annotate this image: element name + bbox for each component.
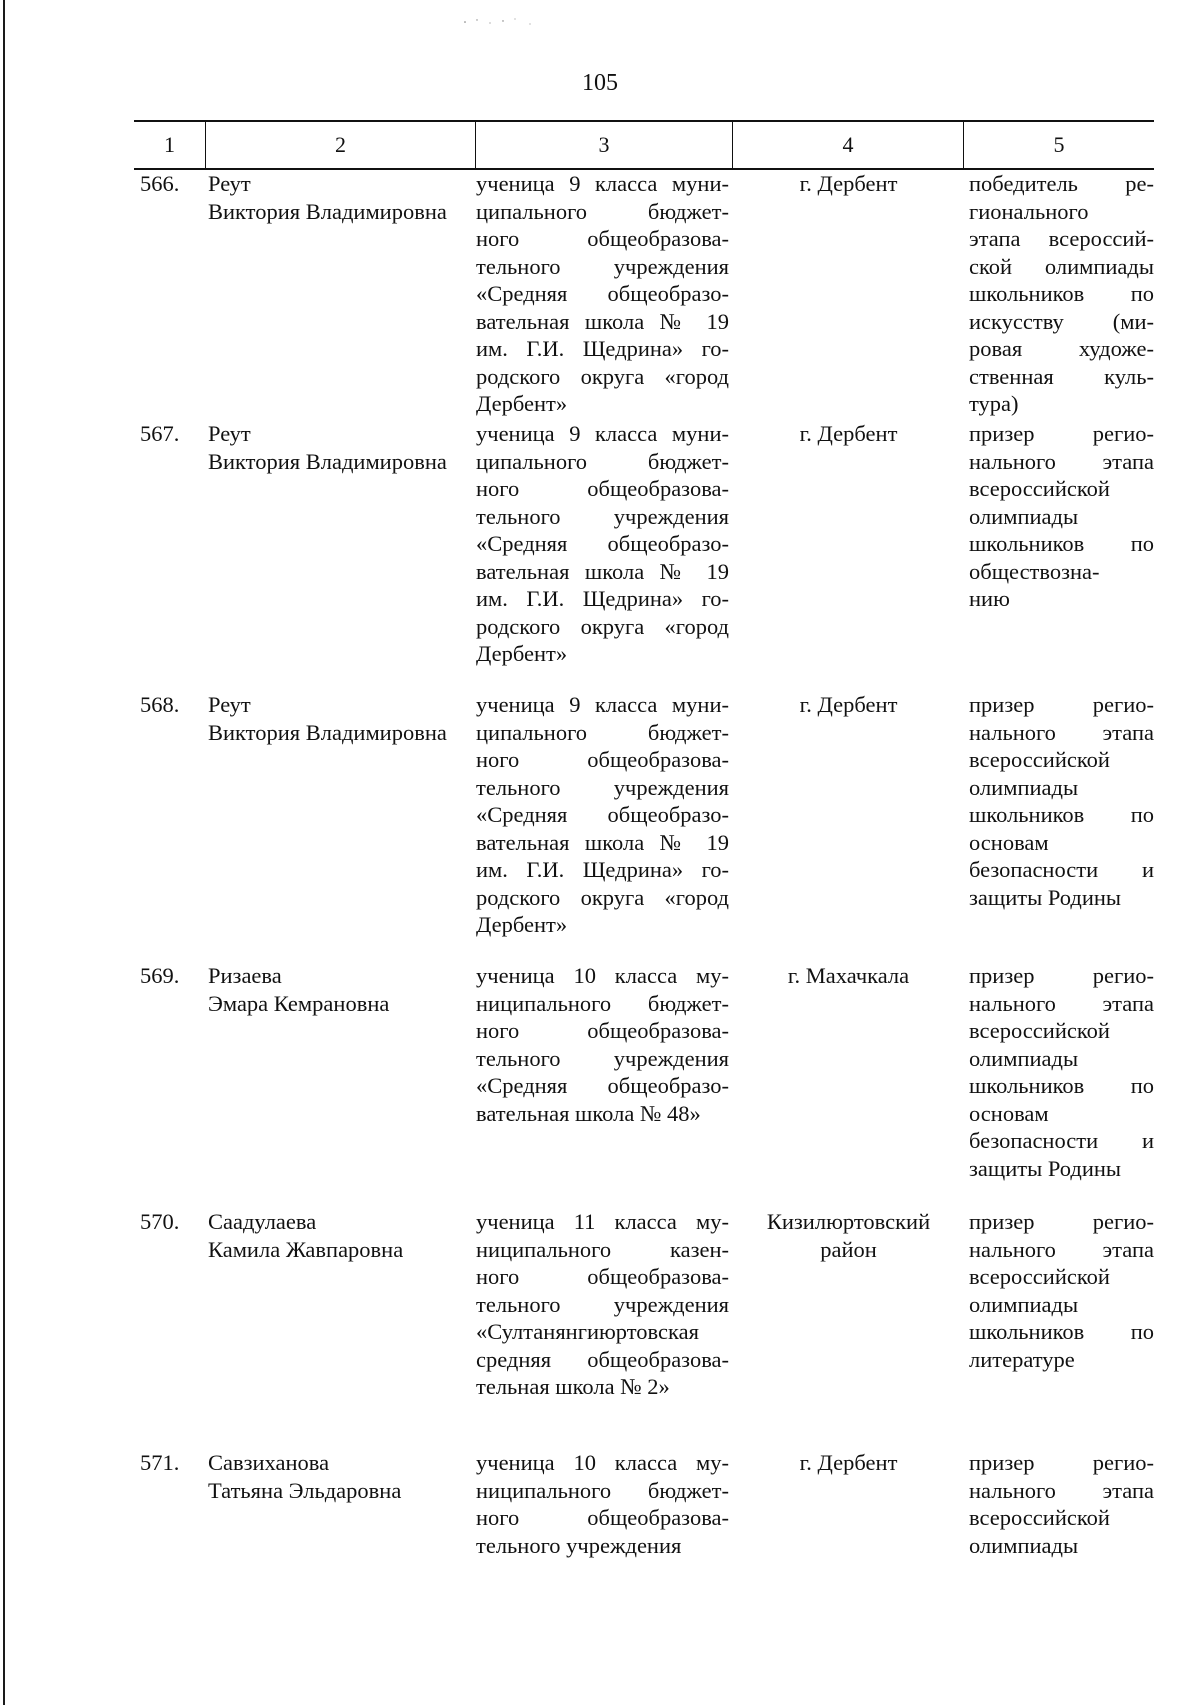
- location-line: район: [820, 1236, 877, 1262]
- award-description-line: победитель ре-: [969, 171, 1154, 196]
- institution-line: ученица 10 класса му-: [476, 1450, 729, 1475]
- location-line: г. Дербент: [799, 692, 898, 717]
- institution-line: родского округа «город: [476, 884, 729, 910]
- institution-cell: [476, 1208, 733, 1401]
- student-name-line: Ризаева: [208, 963, 282, 988]
- table-row: [134, 1449, 1154, 1559]
- award-description-line: школьников по: [969, 531, 1154, 556]
- award-description-line: литературе: [969, 1346, 1075, 1372]
- institution-line: ципального бюджет-: [476, 448, 729, 474]
- award-description-cell: [964, 1208, 1154, 1401]
- award-description-line: тура): [969, 391, 1019, 416]
- institution-line: Дербент»: [476, 912, 568, 937]
- award-description-line: гионального: [969, 198, 1089, 224]
- student-name-line: Виктория Владимировна: [208, 719, 447, 745]
- location-line: г. Махачкала: [787, 963, 910, 988]
- row-number-cell: [134, 1208, 206, 1401]
- institution-line: ученица 9 класса муни-: [476, 171, 729, 196]
- institution-line: «Средняя общеобразо-: [476, 1073, 729, 1098]
- institution-cell: [476, 691, 733, 939]
- institution-line: родского округа «город: [476, 363, 729, 389]
- institution-cell: [476, 170, 733, 418]
- institution-line: тельного учреждения: [476, 503, 729, 529]
- student-name-line: Реут: [208, 692, 251, 717]
- student-name-cell: [206, 420, 476, 668]
- award-description-line: основам: [969, 829, 1049, 855]
- institution-line: ципального бюджет-: [476, 198, 729, 224]
- location-cell: [733, 1208, 964, 1401]
- award-description-line: школьников по: [969, 802, 1154, 827]
- award-description-line: нального этапа: [969, 448, 1154, 474]
- page-number: 105: [582, 70, 618, 96]
- award-description-line: призер регио-: [969, 963, 1154, 988]
- institution-line: Дербент»: [476, 391, 568, 416]
- table-row: [134, 962, 1154, 1182]
- award-description-line: школьников по: [969, 1319, 1154, 1344]
- award-description-line: всероссийской: [969, 476, 1110, 501]
- award-description-line: ственная куль-: [969, 363, 1154, 389]
- location-line: Кизилюртовский: [766, 1209, 931, 1234]
- institution-line: ученица 9 класса муни-: [476, 692, 729, 717]
- award-description-cell: [964, 1449, 1154, 1559]
- award-description-cell: [964, 420, 1154, 668]
- institution-line: ученица 10 класса му-: [476, 963, 729, 988]
- institution-line: ного общеобразова-: [476, 1018, 729, 1043]
- institution-line: вательная школа № 19: [476, 829, 729, 855]
- student-name-line: Виктория Владимировна: [208, 198, 447, 224]
- student-name-cell: [206, 691, 476, 939]
- institution-cell: [476, 420, 733, 668]
- institution-line: ниципального бюджет-: [476, 990, 729, 1016]
- institution-line: «Средняя общеобразо-: [476, 531, 729, 556]
- institution-line: тельного учреждения: [476, 1045, 729, 1071]
- award-description-cell: [964, 962, 1154, 1182]
- institution-line: ного общеобразова-: [476, 476, 729, 501]
- row-number-cell: [134, 962, 206, 1182]
- institution-line: тельного учреждения: [476, 1532, 682, 1558]
- student-name-line: Саадулаева: [208, 1209, 317, 1234]
- award-description-line: всероссийской: [969, 747, 1110, 772]
- institution-line: тельного учреждения: [476, 1291, 729, 1317]
- award-description-line: нального этапа: [969, 719, 1154, 745]
- award-description-line: олимпиады: [969, 1045, 1079, 1071]
- student-name-line: Реут: [208, 421, 251, 446]
- institution-line: средняя общеобразова-: [476, 1346, 729, 1372]
- column-header-4: 4: [733, 122, 964, 168]
- award-description-line: безопасности и: [969, 857, 1154, 882]
- institution-line: ного общеобразова-: [476, 1505, 729, 1530]
- institution-line: им. Г.И. Щедрина» го-: [476, 857, 729, 882]
- institution-cell: [476, 1449, 733, 1559]
- institution-line: ученица 11 класса му-: [476, 1209, 729, 1234]
- student-name-cell: [206, 1208, 476, 1401]
- institution-line: «Султанянгиюртовская: [476, 1319, 699, 1344]
- location-cell: [733, 1449, 964, 1559]
- awards-table: [134, 120, 1154, 1558]
- award-description-line: защиты Родины: [969, 1155, 1122, 1181]
- award-description-line: нального этапа: [969, 1236, 1154, 1262]
- row-number-cell: [134, 1449, 206, 1559]
- location-cell: [733, 691, 964, 939]
- column-header-1: 1: [134, 122, 206, 168]
- table-row: [134, 170, 1154, 418]
- location-cell: [733, 420, 964, 668]
- award-description-line: школьников по: [969, 281, 1154, 306]
- institution-line: ниципального казен-: [476, 1236, 729, 1262]
- student-name-cell: [206, 170, 476, 418]
- award-description-line: безопасности и: [969, 1128, 1154, 1153]
- institution-cell: [476, 962, 733, 1182]
- location-cell: [733, 962, 964, 1182]
- institution-line: родского округа «город: [476, 613, 729, 639]
- institution-line: «Средняя общеобразо-: [476, 281, 729, 306]
- award-description-line: призер регио-: [969, 1209, 1154, 1234]
- column-header-2: 2: [206, 122, 476, 168]
- institution-line: вательная школа № 19: [476, 558, 729, 584]
- award-description-line: олимпиады: [969, 1532, 1079, 1558]
- row-number-line: 566.: [140, 171, 180, 196]
- student-name-line: Виктория Владимировна: [208, 448, 447, 474]
- student-name-line: Эмара Кемрановна: [208, 990, 390, 1016]
- location-line: г. Дербент: [799, 421, 898, 446]
- institution-line: ного общеобразова-: [476, 747, 729, 772]
- institution-line: им. Г.И. Щедрина» го-: [476, 336, 729, 361]
- student-name-line: Реут: [208, 171, 251, 196]
- award-description-line: нального этапа: [969, 1477, 1154, 1503]
- institution-line: ципального бюджет-: [476, 719, 729, 745]
- student-name-cell: [206, 962, 476, 1182]
- institution-line: тельного учреждения: [476, 253, 729, 279]
- student-name-line: Камила Жавпаровна: [208, 1236, 404, 1262]
- institution-line: ученица 9 класса муни-: [476, 421, 729, 446]
- row-number-line: 570.: [140, 1209, 180, 1234]
- location-cell: [733, 170, 964, 418]
- award-description-line: этапа всероссий-: [969, 226, 1154, 251]
- row-number-cell: [134, 691, 206, 939]
- row-number-line: 569.: [140, 963, 180, 988]
- award-description-line: олимпиады: [969, 503, 1079, 529]
- institution-line: тельная школа № 2»: [476, 1374, 670, 1399]
- institution-line: Дербент»: [476, 641, 568, 666]
- row-number-cell: [134, 170, 206, 418]
- institution-line: им. Г.И. Щедрина» го-: [476, 586, 729, 611]
- award-description-line: защиты Родины: [969, 884, 1122, 910]
- institution-line: тельного учреждения: [476, 774, 729, 800]
- row-number-line: 571.: [140, 1450, 180, 1475]
- award-description-line: основам: [969, 1100, 1049, 1126]
- table-row: [134, 691, 1154, 939]
- award-description-line: призер регио-: [969, 1450, 1154, 1475]
- award-description-line: нального этапа: [969, 990, 1154, 1016]
- row-number-line: 568.: [140, 692, 180, 717]
- scan-speckle: [455, 12, 595, 32]
- award-description-line: призер регио-: [969, 421, 1154, 446]
- institution-line: ниципального бюджет-: [476, 1477, 729, 1503]
- institution-line: вательная школа № 19: [476, 308, 729, 334]
- institution-line: «Средняя общеобразо-: [476, 802, 729, 827]
- table-header-row: [134, 120, 1154, 170]
- award-description-line: нию: [969, 586, 1010, 611]
- award-description-line: всероссийской: [969, 1018, 1110, 1043]
- location-line: г. Дербент: [799, 171, 898, 196]
- column-header-3: 3: [476, 122, 733, 168]
- award-description-line: ской олимпиады: [969, 253, 1154, 279]
- award-description-line: олимпиады: [969, 1291, 1079, 1317]
- award-description-line: всероссийской: [969, 1264, 1110, 1289]
- institution-line: ного общеобразова-: [476, 226, 729, 251]
- column-header-5: 5: [1053, 132, 1065, 157]
- row-number-cell: [134, 420, 206, 668]
- scan-left-edge: [3, 0, 5, 1705]
- award-description-line: школьников по: [969, 1073, 1154, 1098]
- institution-line: ного общеобразова-: [476, 1264, 729, 1289]
- award-description-cell: [964, 691, 1154, 939]
- award-description-line: призер регио-: [969, 692, 1154, 717]
- table-row: [134, 420, 1154, 668]
- row-number-line: 567.: [140, 421, 180, 446]
- award-description-cell: [964, 170, 1154, 418]
- institution-line: вательная школа № 48»: [476, 1100, 701, 1126]
- award-description-line: олимпиады: [969, 774, 1079, 800]
- location-line: г. Дербент: [799, 1450, 898, 1475]
- student-name-line: Савзиханова: [208, 1450, 330, 1475]
- award-description-line: ровая художе-: [969, 336, 1154, 361]
- award-description-line: искусству (ми-: [969, 308, 1154, 334]
- table-row: [134, 1208, 1154, 1401]
- award-description-line: обществозна-: [969, 558, 1100, 584]
- award-description-line: всероссийской: [969, 1505, 1110, 1530]
- student-name-line: Татьяна Эльдаровна: [208, 1477, 402, 1503]
- student-name-cell: [206, 1449, 476, 1559]
